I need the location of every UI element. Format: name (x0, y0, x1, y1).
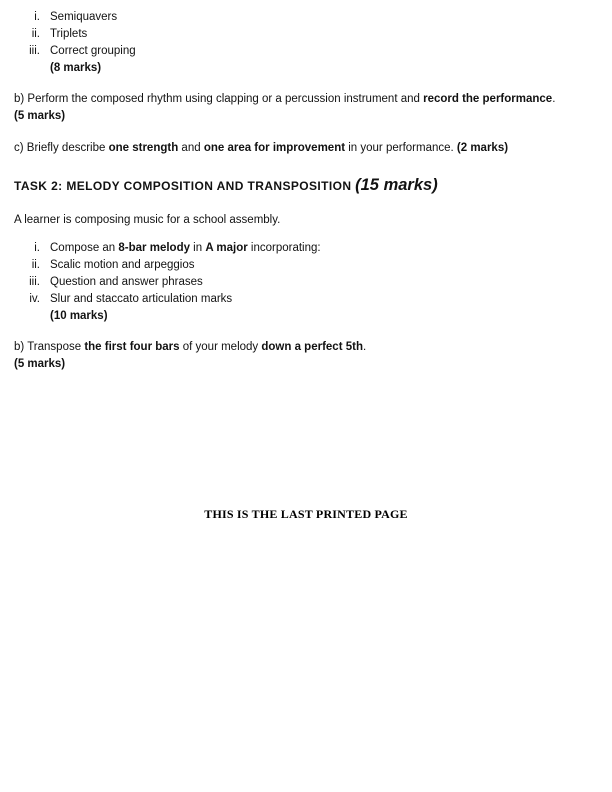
list-item-numeral: iii. (29, 276, 40, 288)
item-i-text-mid: in (189, 242, 206, 254)
list-item (14, 240, 598, 257)
item-i-text-end: incorporating: (247, 242, 321, 254)
task1a-marks: (8 marks) (50, 62, 102, 74)
task2b-bold-bars: the first four bars (84, 341, 180, 353)
item-i-bold-key: A major (205, 242, 248, 254)
list-item-text (50, 240, 598, 257)
list-item-text: Slur and staccato articulation marks (50, 293, 233, 305)
part-b-text: b) Perform the composed rhythm using clapping or a percussion instrument and (14, 93, 424, 105)
list-item-text: Scalic motion and arpeggios (50, 259, 195, 271)
part-c-text-end: in your performance. (345, 142, 457, 154)
task2b-text-end: . (362, 341, 367, 353)
task2-heading-marks: (15 marks) (355, 176, 438, 194)
task2-requirements-list (14, 240, 598, 325)
list-item (14, 26, 598, 43)
task2b-text: b) Transpose (14, 341, 85, 353)
list-item-numeral: i. (34, 242, 40, 254)
task2-heading-title: TASK 2: MELODY COMPOSITION AND TRANSPOSITION (14, 179, 356, 193)
task2a-marks: (10 marks) (50, 310, 108, 322)
task2-part-b (14, 339, 598, 373)
list-item (14, 291, 598, 308)
part-c-text-mid: and (178, 142, 204, 154)
list-item-text: Question and answer phrases (50, 276, 203, 288)
part-b-text-end: . (552, 93, 556, 105)
list-item-text: Correct grouping (50, 45, 136, 57)
task2-heading (14, 173, 598, 198)
task1-part-b (14, 91, 598, 125)
task1c-marks: (2 marks) (456, 142, 509, 154)
task2b-text-mid: of your melody (179, 341, 262, 353)
list-item-text: Semiquavers (50, 11, 118, 23)
item-i-bold-melody: 8-bar melody (118, 242, 190, 254)
task1b-marks: (5 marks) (14, 110, 66, 122)
list-item (14, 43, 598, 60)
list-item-numeral: i. (34, 11, 40, 23)
task1-criteria-list (14, 9, 598, 77)
part-b-bold-phrase: record the performance (423, 93, 553, 105)
list-item (14, 9, 598, 26)
task2-intro: A learner is composing music for a school assembly. (14, 214, 281, 226)
list-item (14, 274, 598, 291)
list-item (14, 257, 598, 274)
task1-part-c (14, 140, 598, 157)
task2b-bold-interval: down a perfect 5th (261, 341, 363, 353)
list-item-numeral: ii. (31, 259, 40, 271)
task2b-marks: (5 marks) (14, 358, 66, 370)
list-item-numeral: iv. (29, 293, 40, 305)
list-item-numeral: ii. (31, 28, 40, 40)
list-item-numeral: iii. (29, 45, 40, 57)
item-i-text: Compose an (50, 242, 119, 254)
part-c-bold-improvement: one area for improvement (203, 142, 346, 154)
part-c-bold-strength: one strength (108, 142, 179, 154)
part-c-text: c) Briefly describe (14, 142, 109, 154)
list-item-text: Triplets (50, 28, 88, 40)
last-printed-page-notice: THIS IS THE LAST PRINTED PAGE (204, 507, 408, 521)
